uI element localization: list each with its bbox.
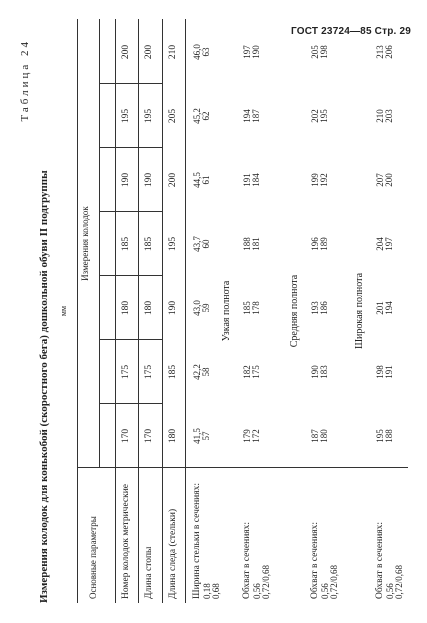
table-cell: 190 [121, 172, 131, 188]
table-cell: 200 [144, 44, 154, 60]
section-cell: 202 [310, 109, 320, 123]
table-cell: 170 [121, 428, 131, 444]
section-sublabel: 0,56 [320, 583, 330, 599]
header-bottom-rule [115, 19, 116, 603]
table-cell: 42,2 [192, 364, 202, 380]
table-cell: 44,5 [192, 172, 202, 188]
section-sublabel: 0,56 [385, 583, 395, 599]
table-cell: 185 [144, 236, 154, 252]
table-cell: 195 [168, 236, 178, 252]
section-cell: 197 [384, 237, 394, 251]
table-cell: 180 [168, 428, 178, 444]
row-label: Номер колодок метрические [121, 483, 131, 599]
section-cell: 192 [319, 173, 329, 187]
page-header: ГОСТ 23724—85 Стр. 29 [291, 26, 411, 37]
section-cell: 200 [384, 173, 394, 187]
section-cell: 188 [384, 429, 394, 443]
section-cell: 194 [384, 301, 394, 315]
table-unit: мм [59, 305, 68, 317]
section-cell: 184 [251, 173, 261, 187]
section-cell: 191 [242, 173, 252, 187]
table-cell: 59 [201, 303, 211, 313]
section-cell: 191 [384, 365, 394, 379]
row-label: Длина следа (стельки) [168, 508, 178, 599]
section-cell: 206 [384, 45, 394, 59]
section-cell: 183 [319, 365, 329, 379]
table-cell: 175 [144, 364, 154, 380]
section-cell: 210 [375, 109, 385, 123]
table-caption: Таблица 24 [19, 39, 31, 122]
table-cell: 180 [121, 300, 131, 316]
section-cell: 213 [375, 45, 385, 59]
row-sublabel: 0,18 [202, 583, 212, 599]
section-cell: 186 [319, 301, 329, 315]
section-cell: 182 [242, 365, 252, 379]
section-cell: 199 [310, 173, 320, 187]
table-cell: 45,2 [192, 108, 202, 124]
section-cell: 196 [310, 237, 320, 251]
table-cell: 170 [144, 428, 154, 444]
table-cell: 180 [144, 300, 154, 316]
section-cell: 194 [242, 109, 252, 123]
row-sublabel: 0,68 [211, 583, 221, 599]
section-cell: 193 [310, 301, 320, 315]
section-title: Широкая полнота [354, 272, 365, 350]
table-cell: 190 [144, 172, 154, 188]
table-cell: 185 [121, 236, 131, 252]
section-cell: 195 [375, 429, 385, 443]
section-cell: 181 [251, 237, 261, 251]
section-cell: 201 [375, 301, 385, 315]
row-label: Длина стопы [144, 546, 154, 599]
section-cell: 198 [319, 45, 329, 59]
table-cell: 63 [201, 47, 211, 57]
table-cell: 195 [121, 108, 131, 124]
table-cell: 60 [201, 239, 211, 249]
section-cell: 207 [375, 173, 385, 187]
section-cell: 187 [310, 429, 320, 443]
row-rule [185, 19, 186, 603]
section-sublabel: 0,72/0,68 [261, 564, 271, 599]
table-cell: 200 [121, 44, 131, 60]
section-sublabel: 0,56 [252, 583, 262, 599]
section-sublabel: 0,72/0,68 [329, 564, 339, 599]
section-cell: 190 [251, 45, 261, 59]
section-label: Обхват в сечениях: [375, 521, 385, 599]
section-title: Узкая полнота [221, 280, 232, 342]
table-cell: 200 [168, 172, 178, 188]
section-label: Обхват в сечениях: [242, 521, 252, 599]
section-cell: 205 [310, 45, 320, 59]
section-cell: 180 [319, 429, 329, 443]
section-cell: 188 [242, 237, 252, 251]
table-cell: 210 [168, 44, 178, 60]
table-cell: 43,7 [192, 236, 202, 252]
section-sublabel: 0,72/0,68 [394, 564, 404, 599]
section-cell: 185 [242, 301, 252, 315]
table-top-rule [77, 19, 78, 603]
section-cell: 172 [251, 429, 261, 443]
row-label: Ширина стельки в сечениях: [192, 482, 202, 599]
row-rule [162, 19, 163, 603]
table-cell: 43,0 [192, 300, 202, 316]
table-cell: 175 [121, 364, 131, 380]
section-cell: 175 [251, 365, 261, 379]
table-cell: 62 [201, 111, 211, 121]
table-cell: 58 [201, 367, 211, 377]
section-cell: 179 [242, 429, 252, 443]
section-cell: 189 [319, 237, 329, 251]
section-cell: 195 [319, 109, 329, 123]
param-header: Основные параметры [88, 516, 98, 599]
section-cell: 203 [384, 109, 394, 123]
measure-header: Измерения колодок [80, 206, 90, 281]
table-cell: 195 [144, 108, 154, 124]
section-cell: 197 [242, 45, 252, 59]
measure-header-rule [99, 19, 100, 468]
section-cell: 190 [310, 365, 320, 379]
section-cell: 187 [251, 109, 261, 123]
section-label: Обхват в сечениях: [310, 521, 320, 599]
row-rule [138, 19, 139, 603]
section-cell: 178 [251, 301, 261, 315]
section-title: Средняя полнота [289, 274, 300, 348]
table-cell: 57 [201, 431, 211, 441]
section-cell: 204 [375, 237, 385, 251]
rotated-table-page [19, 19, 408, 603]
table-cell: 190 [168, 300, 178, 316]
section-cell: 198 [375, 365, 385, 379]
table-cell: 46,0 [192, 44, 202, 60]
table-cell: 185 [168, 364, 178, 380]
table-cell: 61 [201, 175, 211, 185]
table-cell: 205 [168, 108, 178, 124]
table-title: Измерения колодок для конькобой (скоростного бега) дошкольной обуви II подгруппы [38, 170, 50, 603]
table-cell: 41,5 [192, 428, 202, 444]
